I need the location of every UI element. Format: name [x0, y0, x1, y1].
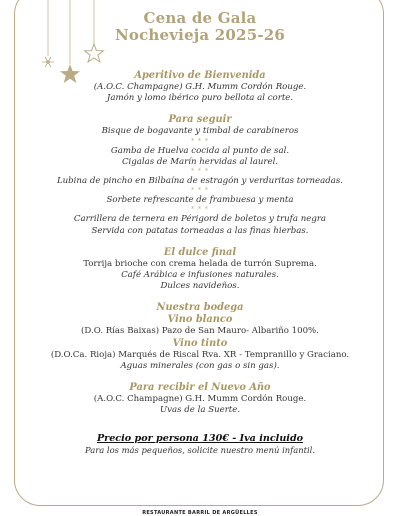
- section-title-bodega: Nuestra bodega: [156, 302, 244, 314]
- section-title-aperitivo: Aperitivo de Bienvenida: [134, 70, 266, 81]
- course-separator: * * *: [191, 187, 209, 195]
- menu-line: Carrillera de ternera en Périgord de boletos y trufa negra: [73, 214, 327, 225]
- menu-line: Café Arábica e infusiones naturales.: [121, 270, 279, 281]
- menu-line: (D.O. Rías Baixas) Pazo de San Mauro- Albariño 100%.: [81, 326, 319, 337]
- menu-line: Lubina de pincho en Bilbaína de estragón y verduritas torneadas.: [56, 176, 344, 187]
- title-line-2: Nochevieja 2025-26: [114, 26, 286, 44]
- menu-line: Sorbete refrescante de frambuesa y menta: [106, 195, 294, 206]
- menu-line: (A.O.C. Champagne) G.H. Mumm Cordón Rouge.: [93, 394, 307, 405]
- section-title-para-seguir: Para seguir: [168, 114, 232, 126]
- menu-line: Servida con patatas torneadas a las finas hierbas.: [91, 225, 309, 236]
- section-title-dulce-final: El dulce final: [163, 246, 237, 258]
- course-separator: * * *: [191, 168, 209, 176]
- wine-white-title: Vino blanco: [167, 314, 233, 326]
- menu-line: Dulces navideños.: [160, 281, 240, 292]
- menu-line: (A.O.C. Champagne) G.H. Mumm Cordón Rouge.: [93, 82, 307, 92]
- menu-line: Bisque de bogavante y timbal de carabineros: [101, 126, 299, 137]
- course-separator: * * *: [191, 137, 209, 145]
- menu-line: Aguas minerales (con gas o sin gas).: [120, 360, 280, 371]
- menu-line: Cigalas de Marín hervidas al laurel.: [121, 156, 279, 167]
- wine-red-title: Vino tinto: [172, 337, 228, 349]
- title-line-1: Cena de Gala: [143, 9, 257, 27]
- price-line: Precio por persona 130€ - Iva incluido: [96, 433, 304, 445]
- menu-body: [22, 70, 378, 456]
- menu-line: Torrija brioche con crema helada de turrón Suprema.: [83, 258, 317, 269]
- star-icon: [85, 44, 104, 62]
- restaurant-name-footer: RESTAURANTE BARRIL DE ARGÜELLES: [142, 510, 258, 516]
- snowflake-icon: [42, 57, 54, 67]
- menu-line: (D.O.Ca. Rioja) Marqués de Riscal Rva. XR - Tempranillo y Graciano.: [50, 349, 350, 360]
- course-separator: * * *: [191, 206, 209, 214]
- menu-line: Uvas de la Suerte.: [159, 405, 241, 416]
- menu-line: Jamón y lomo ibérico puro bellota al corte.: [106, 93, 294, 104]
- menu-heading: [0, 10, 400, 44]
- section-title-nuevo-ano: Para recibir el Nuevo Año: [129, 382, 271, 394]
- kids-menu-note: Para los más pequeños, solicite nuestro menú infantil.: [84, 445, 316, 456]
- menu-line: Gamba de Huelva cocida al punto de sal.: [110, 145, 290, 156]
